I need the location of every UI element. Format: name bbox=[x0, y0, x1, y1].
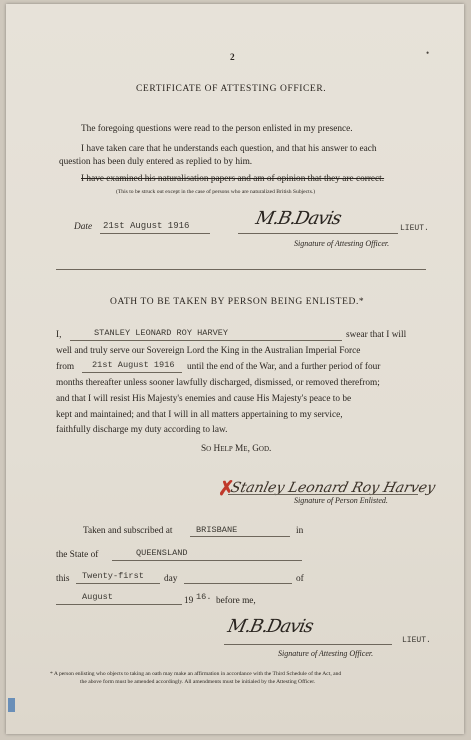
oath-heading: OATH TO BE TAKEN BY PERSON BEING ENLISTED.* bbox=[110, 297, 365, 307]
oath-line3-rest: until the end of the War, and a further period of four bbox=[187, 362, 381, 372]
oath-from-date: 21st August 1916 bbox=[92, 360, 175, 370]
place-value: BRISBANE bbox=[196, 525, 238, 535]
footnote-line1: * A person enlisting who objects to taking an oath may make an affirmation in accordance with the Third Schedule of the Act, and bbox=[50, 671, 342, 677]
footnote-line2: the above form must be amended accordingly. All amendments must be initialed by the Attesting Officer. bbox=[80, 679, 316, 685]
oath-i-label: I, bbox=[56, 330, 62, 340]
date-value: 21st August 1916 bbox=[103, 221, 190, 231]
year-suffix: 16. bbox=[196, 592, 212, 602]
naturalisation-note: (This to be struck out except in the case of persons who are naturalized British Subjects.) bbox=[116, 189, 316, 195]
certificate-para2-line2: question has been duly entered as replied to by him. bbox=[59, 157, 253, 167]
enlistee-signature-line bbox=[228, 494, 418, 495]
enlistee-name: STANLEY LEONARD ROY HARVEY bbox=[94, 328, 229, 338]
oath-line5: and that I will resist His Majesty's enemies and cause His Majesty's peace to be bbox=[56, 394, 352, 404]
attesting-officer-signature: M.B.Davis bbox=[253, 208, 343, 229]
officer-signature-caption-2: Signature of Attesting Officer. bbox=[278, 649, 374, 658]
officer-signature-line-2 bbox=[224, 644, 392, 645]
before-me-label: before me, bbox=[216, 596, 256, 606]
day-line bbox=[76, 583, 160, 584]
oath-line4: months thereafter unless sooner lawfully discharged, dismissed, or removed therefrom; bbox=[56, 378, 380, 388]
place-line bbox=[190, 536, 290, 537]
paper-mark: • bbox=[426, 48, 430, 58]
certificate-heading: CERTIFICATE OF ATTESTING OFFICER. bbox=[136, 84, 327, 94]
certificate-para1: The foregoing questions were read to the person enlisted in my presence. bbox=[81, 124, 353, 134]
section-divider bbox=[56, 269, 426, 270]
of-label: of bbox=[296, 574, 304, 584]
certificate-struck-para: I have examined his naturalisation papers and am of opinion that they are correct. bbox=[81, 174, 385, 184]
enlistee-signature-caption: Signature of Person Enlisted. bbox=[294, 496, 388, 505]
this-label: this bbox=[56, 574, 70, 584]
from-date-line bbox=[82, 372, 182, 373]
red-cross-mark: ✗ bbox=[218, 478, 235, 500]
oath-line6: kept and maintained; and that I will in all matters appertaining to my service, bbox=[56, 410, 343, 420]
year-prefix: 19 bbox=[184, 596, 194, 606]
oath-line2: well and truly serve our Sovereign Lord the King in the Australian Imperial Force bbox=[56, 346, 361, 356]
month-line bbox=[56, 604, 182, 605]
oath-line7: faithfully discharge my duty according to law. bbox=[56, 425, 228, 435]
date-line bbox=[100, 233, 210, 234]
officer-signature-line bbox=[238, 233, 398, 234]
state-label: the State of bbox=[56, 550, 99, 560]
state-line bbox=[112, 560, 302, 561]
officer-rank: LIEUT. bbox=[400, 224, 429, 233]
enlistee-signature: Stanley Leonard Roy Harvey bbox=[229, 480, 437, 496]
oath-swear: swear that I will bbox=[346, 330, 407, 340]
certificate-para2-line1: I have taken care that he understands each question, and that his answer to each bbox=[81, 144, 377, 154]
in-label: in bbox=[296, 526, 304, 536]
page-number: 2 bbox=[230, 53, 235, 63]
officer-rank-2: LIEUT. bbox=[402, 636, 431, 645]
month-value: August bbox=[82, 592, 113, 602]
day-label: day bbox=[164, 574, 178, 584]
so-help-me-god: So Help Me, God. bbox=[201, 444, 272, 454]
blue-tab-mark bbox=[8, 698, 15, 712]
attesting-officer-signature-2: M.B.Davis bbox=[225, 616, 315, 637]
state-value: QUEENSLAND bbox=[136, 548, 188, 558]
attestation-page bbox=[6, 4, 464, 734]
date-label: Date bbox=[74, 222, 93, 232]
taken-subscribed-label: Taken and subscribed at bbox=[83, 526, 173, 536]
officer-signature-caption: Signature of Attesting Officer. bbox=[294, 239, 390, 248]
day-value: Twenty-first bbox=[82, 571, 144, 581]
day-month-line bbox=[184, 583, 292, 584]
name-line bbox=[70, 340, 342, 341]
oath-from-label: from bbox=[56, 362, 75, 372]
